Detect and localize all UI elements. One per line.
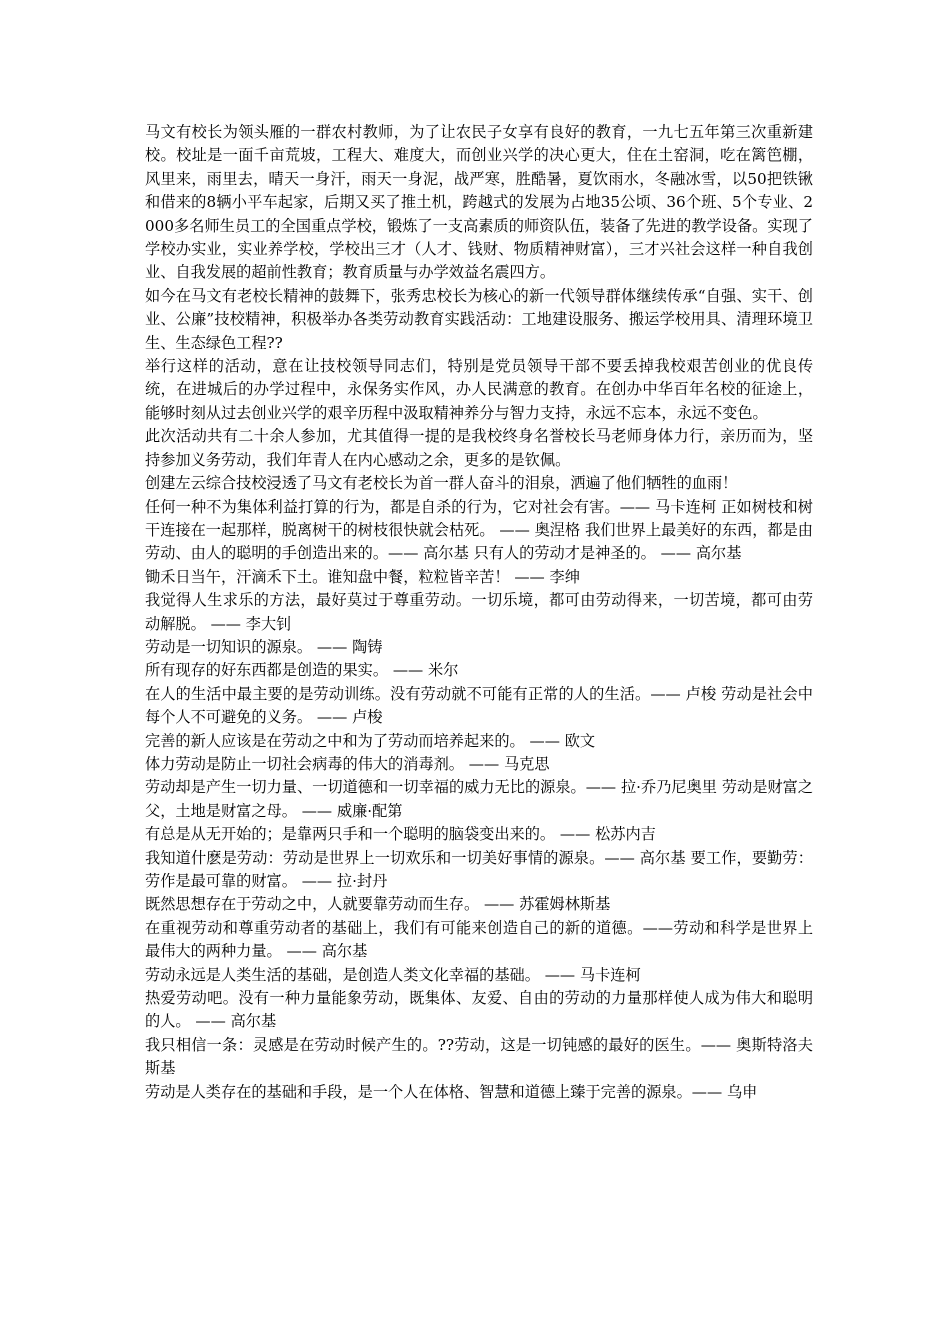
paragraph-new-leadership: 如今在马文有老校长精神的鼓舞下，张秀忠校长为核心的新一代领导群体继续传承“自强、实干、创业、公廉”技校精神，积极举办各类劳动教育实践活动：工地建设服务、搬运学校用具、清理环境卫生、生态绿色工程?? xyxy=(145,286,813,352)
quote-paragraph: 在人的生活中最主要的是劳动训练。没有劳动就不可能有正常的人的生活。—— 卢梭 劳动是社会中每个人不可避免的义务。 —— 卢梭 xyxy=(145,684,813,727)
quote-paragraph: 劳动是一切知识的源泉。 —— 陶铸 xyxy=(145,637,383,656)
quote-paragraph: 既然思想存在于劳动之中，人就要靠劳动而生存。 —— 苏霍姆林斯基 xyxy=(145,895,611,914)
quote-paragraph: 劳动永远是人类生活的基础，是创造人类文化幸福的基础。 —— 马卡连柯 xyxy=(145,965,641,984)
quote-paragraph: 有总是从无开始的；是靠两只手和一个聪明的脑袋变出来的。 —— 松苏内吉 xyxy=(145,825,656,844)
quote-paragraph: 我觉得人生求乐的方法，最好莫过于尊重劳动。一切乐境，都可由劳动得来，一切苦境，都可由劳动解脱。 —— 李大钊 xyxy=(145,591,813,633)
quote-paragraph: 劳动却是产生一切力量、一切道德和一切幸福的威力无比的源泉。—— 拉·乔乃尼奥里 劳动是财富之父，土地是财富之母。 —— 威廉·配第 xyxy=(145,778,813,820)
paragraph-participants: 此次活动共有二十余人参加，尤其值得一提的是我校终身名誉校长马老师身体力行，亲历而为，坚持参加义务劳动，我们年青人在内心感动之余，更多的是钦佩。 xyxy=(145,427,813,469)
paragraph-activity-purpose: 举行这样的活动，意在让技校领导同志们，特别是党员领导干部不要丢掉我校艰苦创业的优良传统，在进城后的办学过程中，永保务实作风，办人民满意的教育。在创办中华百年名校的征途上，能够时刻从过去创业兴学的艰辛历程中汲取精神养分与智力支持，永远不忘本，永远不变色。 xyxy=(145,357,813,422)
quote-paragraph: 体力劳动是防止一切社会病毒的伟大的消毒剂。 —— 马克思 xyxy=(145,754,550,773)
quote-paragraph: 所有现存的好东西都是创造的果实。 —— 米尔 xyxy=(145,661,459,680)
quote-paragraph: 在重视劳动和尊重劳动者的基础上，我们有可能来创造自己的新的道德。——劳动和科学是世界上最伟大的两种力量。 —— 高尔基 xyxy=(145,918,813,961)
quote-paragraph: 我只相信一条：灵感是在劳动时候产生的。??劳动，这是一切钝感的最好的医生。—— 奥斯特洛夫斯基 xyxy=(145,1035,813,1078)
paragraph-founding-history: 马文有校长为领头雁的一群农村教师，为了让农民子女享有良好的教育，一九七五年第三次重新建校。校址是一面千亩荒坡，工程大、难度大，而创业兴学的决心更大，住在土窑洞，吃在篱笆棚，风里来，雨里去，晴天一身汗，雨天一身泥，战严寒，胜酷暑，夏饮雨水，冬融冰雪，以50把铁锹和借来的8辆小平车起家，后期又买了推土机，跨越式的发展为占地35公顷、36个班、5个专业、2000多名师生员工的全国重点学校，锻炼了一支高素质的师资队伍，装备了先进的教学设备。实现了学校办实业，实业养学校，学校出三才（人才、钱财、物质精神财富），三才兴社会这样一种自我创业、自我发展的超前性教育；教育质量与办学效益名震四方。 xyxy=(145,123,813,282)
document-page xyxy=(145,121,813,1104)
quote-paragraph: 锄禾日当午，汗滴禾下土。谁知盘中餐，粒粒皆辛苦！ —— 李绅 xyxy=(145,567,580,586)
quote-paragraph: 劳动是人类存在的基础和手段，是一个人在体格、智慧和道德上臻于完善的源泉。—— 乌申 xyxy=(145,1082,758,1101)
quote-paragraph: 热爱劳动吧。没有一种力量能象劳动，既集体、友爱、自由的劳动的力量那样使人成为伟大和聪明的人。 —— 高尔基 xyxy=(145,989,813,1031)
quote-paragraph: 我知道什麽是劳动：劳动是世界上一切欢乐和一切美好事情的源泉。—— 高尔基 要工作，要勤劳：劳作是最可靠的财富。 —— 拉·封丹 xyxy=(145,848,813,890)
quote-paragraph: 完善的新人应该是在劳动之中和为了劳动而培养起来的。 —— 欧文 xyxy=(145,731,596,750)
quote-paragraph: 任何一种不为集体利益打算的行为，都是自杀的行为，它对社会有害。—— 马卡连柯 正如树枝和树干连接在一起那样，脱离树干的树枝很快就会枯死。 —— 奥涅格 我们世界上最美好的东西，都是由劳动、由人的聪明的手创造出来的。—— 高尔基 只有人的劳动才是神圣的。 —— 高尔基 xyxy=(145,497,813,563)
paragraph-founding-tribute: 创建左云综合技校浸透了马文有老校长为首一群人奋斗的泪泉，洒遍了他们牺牲的血雨！ xyxy=(145,474,738,493)
